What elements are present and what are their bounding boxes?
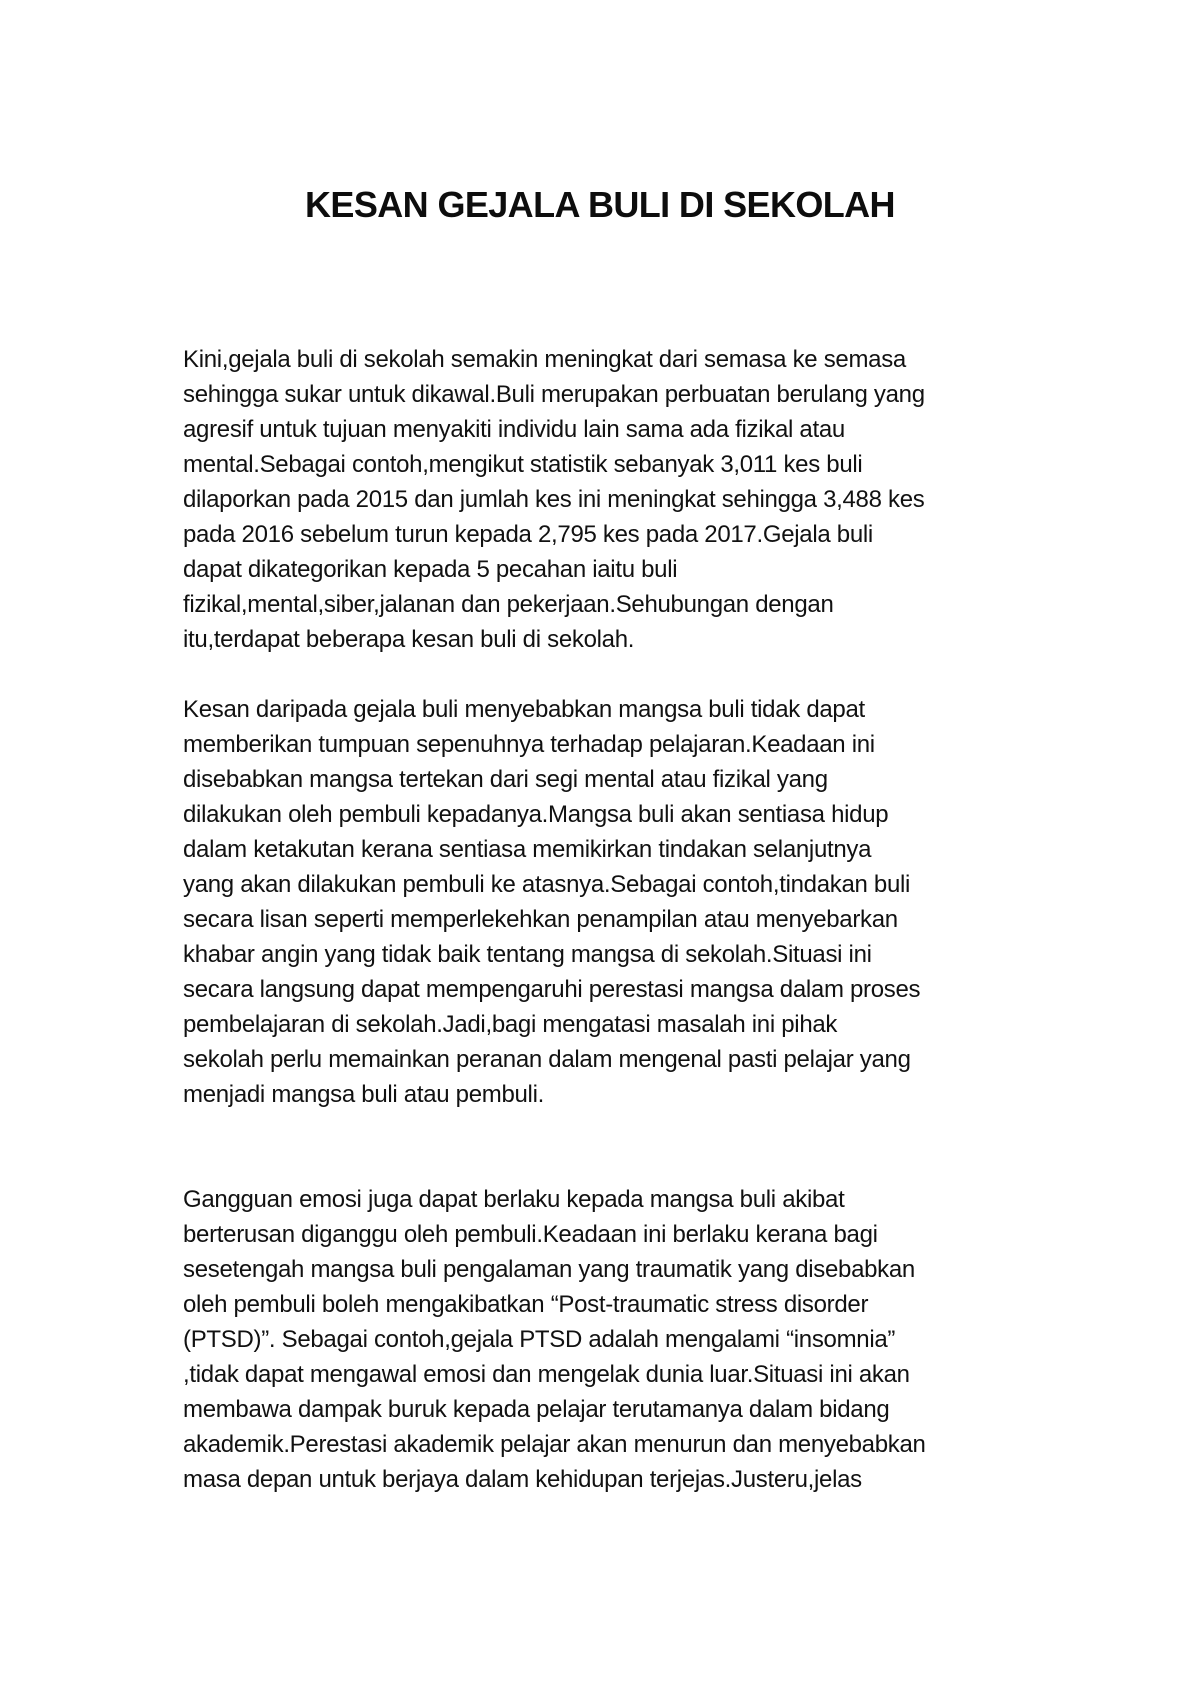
text-line: yang akan dilakukan pembuli ke atasnya.Sebagai contoh,tindakan buli [183,871,911,898]
paragraph-3 [183,1182,1083,1497]
paragraph-2 [183,692,1083,1112]
text-line: itu,terdapat beberapa kesan buli di sekolah. [183,626,635,653]
text-line: Kesan daripada gejala buli menyebabkan mangsa buli tidak dapat [183,696,865,723]
text-line: sehingga sukar untuk dikawal.Buli merupakan perbuatan berulang yang [183,381,925,408]
text-line: dilaporkan pada 2015 dan jumlah kes ini meningkat sehingga 3,488 kes [183,486,925,513]
text-line: dapat dikategorikan kepada 5 pecahan iaitu buli [183,556,678,583]
text-line: sesetengah mangsa buli pengalaman yang traumatik yang disebabkan [183,1256,915,1283]
text-line: khabar angin yang tidak baik tentang mangsa di sekolah.Situasi ini [183,941,872,968]
text-line: ,tidak dapat mengawal emosi dan mengelak dunia luar.Situasi ini akan [183,1361,910,1388]
text-line: Gangguan emosi juga dapat berlaku kepada mangsa buli akibat [183,1186,845,1213]
paragraph-1 [183,342,1083,657]
text-line: secara langsung dapat mempengaruhi perestasi mangsa dalam proses [183,976,921,1003]
text-line: berterusan diganggu oleh pembuli.Keadaan ini berlaku kerana bagi [183,1221,878,1248]
text-line: menjadi mangsa buli atau pembuli. [183,1081,544,1108]
text-line: sekolah perlu memainkan peranan dalam mengenal pasti pelajar yang [183,1046,911,1073]
text-line: Kini,gejala buli di sekolah semakin meningkat dari semasa ke semasa [183,346,906,373]
text-line: agresif untuk tujuan menyakiti individu lain sama ada fizikal atau [183,416,845,443]
text-line: masa depan untuk berjaya dalam kehidupan terjejas.Justeru,jelas [183,1466,862,1493]
text-line: pada 2016 sebelum turun kepada 2,795 kes pada 2017.Gejala buli [183,521,873,548]
text-line: disebabkan mangsa tertekan dari segi mental atau fizikal yang [183,766,828,793]
text-line: membawa dampak buruk kepada pelajar terutamanya dalam bidang [183,1396,890,1423]
text-line: memberikan tumpuan sepenuhnya terhadap pelajaran.Keadaan ini [183,731,875,758]
text-line: akademik.Perestasi akademik pelajar akan menurun dan menyebabkan [183,1431,926,1458]
text-line: oleh pembuli boleh mengakibatkan “Post-traumatic stress disorder [183,1291,869,1318]
text-line: fizikal,mental,siber,jalanan dan pekerjaan.Sehubungan dengan [183,591,834,618]
page-title: KESAN GEJALA BULI DI SEKOLAH [305,184,895,225]
document-body [183,342,1083,1497]
text-line: dalam ketakutan kerana sentiasa memikirkan tindakan selanjutnya [183,836,872,863]
text-line: (PTSD)”. Sebagai contoh,gejala PTSD adalah mengalami “insomnia” [183,1326,896,1353]
text-line: pembelajaran di sekolah.Jadi,bagi mengatasi masalah ini pihak [183,1011,838,1038]
text-line: mental.Sebagai contoh,mengikut statistik sebanyak 3,011 kes buli [183,451,863,478]
text-line: secara lisan seperti memperlekehkan penampilan atau menyebarkan [183,906,898,933]
text-line: dilakukan oleh pembuli kepadanya.Mangsa buli akan sentiasa hidup [183,801,889,828]
